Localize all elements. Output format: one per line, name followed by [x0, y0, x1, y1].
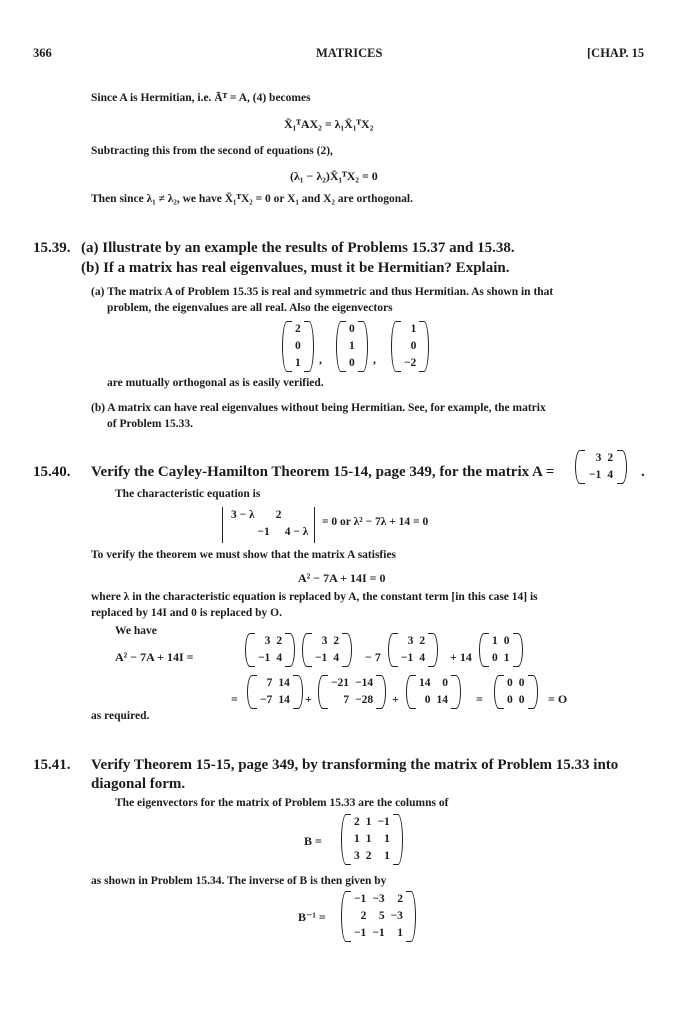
- matrix-A-factor-2: 3 2 −1 4: [302, 633, 352, 667]
- matrix-B: 2 1 −1 1 1 1 3 2 1: [341, 814, 403, 865]
- where-line2: replaced by 14I and 0 is replaced by O.: [91, 607, 282, 619]
- vector-comma: ,: [373, 352, 376, 366]
- cayley-lhs: A² − 7A + 14I =: [115, 650, 194, 664]
- problem-1541-line2: diagonal form.: [91, 776, 186, 792]
- eigenvectors-text: The eigenvectors for the matrix of Problem 15.33 are the columns of: [115, 797, 449, 809]
- problem-1541-line1: Verify Theorem 15-15, page 349, by transforming the matrix of Problem 15.33 into: [91, 757, 619, 773]
- zero-matrix: 0 0 0 0: [494, 675, 538, 709]
- problem-number-1540: 15.40.: [33, 464, 71, 480]
- inverse-text: as shown in Problem 15.34. The inverse of B is then given by: [91, 875, 387, 887]
- as-required: as required.: [91, 710, 150, 722]
- chapter-label: [CHAP. 15: [587, 46, 645, 60]
- answer-b-line2: of Problem 15.33.: [107, 418, 194, 430]
- answer-a-line3: are mutually orthogonal as is easily verified.: [107, 377, 324, 389]
- intro-line1: Since A is Hermitian, i.e. Āᵀ = A, (4) becomes: [91, 92, 311, 104]
- matrix-A-squared: 7 14 −7 14: [247, 675, 303, 709]
- intro-line2: Subtracting this from the second of equations (2),: [91, 145, 333, 157]
- equals-sign: =: [231, 692, 238, 706]
- matrix-A-term: 3 2 −1 4: [388, 633, 438, 667]
- intro-eq1: X̄₁ᵀAX₂ = λ₁X̄₁ᵀX₂: [284, 117, 374, 131]
- result-equals-O: = O: [548, 692, 568, 706]
- matrix-14I: 14 0 0 14: [406, 675, 461, 709]
- eigenvector-1: 2 0 1: [282, 321, 314, 372]
- problem-number-1539: 15.39.: [33, 240, 71, 256]
- characteristic-equation: = 0 or λ² − 7λ + 14 = 0: [322, 516, 429, 528]
- determinant: 3 − λ 2 −1 4 − λ: [222, 507, 317, 541]
- minus-seven: − 7: [365, 650, 381, 664]
- problem-number-1541: 15.41.: [33, 757, 71, 773]
- verify-text: To verify the theorem we must show that the matrix A satisfies: [91, 549, 397, 561]
- problem-1539-part-b: (b) If a matrix has real eigenvalues, must it be Hermitian? Explain.: [81, 260, 510, 276]
- matrix-minus-7A: −21 −14 7 −28: [318, 675, 386, 709]
- running-title: MATRICES: [316, 46, 383, 60]
- intro-eq2: (λ₁ − λ₂)X̄₁ᵀX₂ = 0: [290, 169, 378, 183]
- page-number: 366: [33, 46, 52, 60]
- B-label: B =: [304, 834, 322, 848]
- answer-a-line1: (a) The matrix A of Problem 15.35 is real and symmetric and thus Hermitian. As shown in that: [91, 286, 554, 298]
- matrix-B-inverse: −1 −3 2 2 5 −3 −1 −1 1: [341, 891, 416, 942]
- equals-sign: =: [476, 692, 483, 706]
- B-inverse-label: B⁻¹ =: [298, 910, 326, 924]
- plus-sign: +: [305, 692, 312, 706]
- answer-b-line1: (b) A matrix can have real eigenvalues without being Hermitian. See, for example, the matrix: [91, 402, 546, 414]
- problem-1539-part-a: (a) Illustrate by an example the results of Problems 15.37 and 15.38.: [81, 240, 515, 256]
- plus-sign: +: [392, 692, 399, 706]
- matrix-A-factor-1: 3 2 −1 4: [245, 633, 295, 667]
- matrix-A: 3 2 −1 4: [575, 450, 627, 484]
- problem-1540-period: .: [641, 464, 645, 480]
- characteristic-text: The characteristic equation is: [115, 488, 261, 500]
- where-line1: where λ in the characteristic equation is replaced by A, the constant term [in this case 14] is: [91, 591, 538, 603]
- answer-a-line2: problem, the eigenvalues are all real. Also the eigenvectors: [107, 302, 393, 314]
- vector-comma: ,: [319, 352, 322, 366]
- identity-matrix: 1 0 0 1: [479, 633, 523, 667]
- verify-equation: A² − 7A + 14I = 0: [298, 571, 386, 585]
- intro-line3: Then since λ₁ ≠ λ₂, we have X̄₁ᵀX₂ = 0 or X₁ and X₂ are orthogonal.: [91, 193, 413, 205]
- eigenvector-3: 1 0 −2: [391, 321, 429, 372]
- problem-1540-question: Verify the Cayley-Hamilton Theorem 15-14, page 349, for the matrix A =: [91, 464, 555, 480]
- we-have: We have: [115, 625, 157, 637]
- eigenvector-2: 0 1 0: [336, 321, 368, 372]
- plus-fourteen: + 14: [450, 650, 472, 664]
